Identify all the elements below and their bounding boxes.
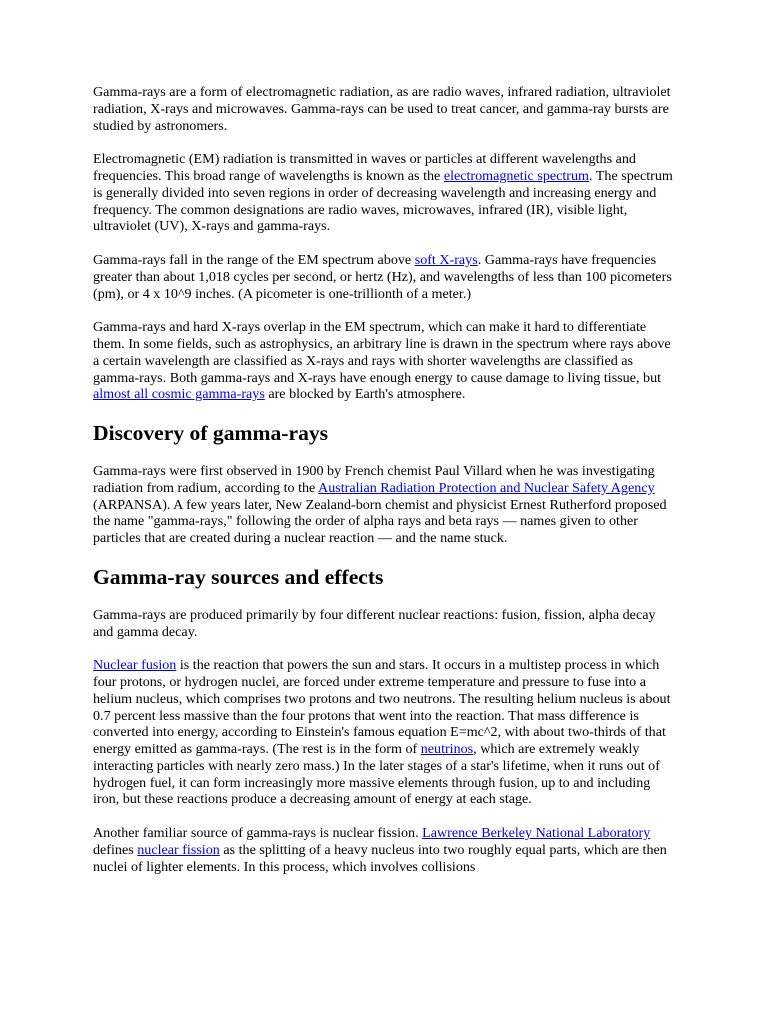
- text: , which are extremely weakly interacting particles with nearly zero mass.) In the later stages of a star's lifetime, when it runs out of hydrogen fuel, it can form increasingly more massive elements through fusion, up to and including iron, but these reactions produce a decreasing amount of energy at each stage.: [93, 741, 660, 808]
- link-cosmic-gamma-rays[interactable]: almost all cosmic gamma-rays: [93, 386, 265, 403]
- text: . Gamma-rays have frequencies greater than about 1,018 cycles per second, or hertz (Hz), and wavelengths of less than 100 picometers (pm), or 4 x 10^9 inches. (A picometer is one-trillionth of a meter.): [93, 251, 672, 302]
- text: Gamma-rays fall in the range of the EM spectrum above: [93, 251, 415, 268]
- text: Gamma-rays were first observed in 1900 by French chemist Paul Villard when he was investigating radiation from radium, according to the: [93, 462, 655, 496]
- link-soft-x-rays[interactable]: soft X-rays: [414, 251, 478, 268]
- link-electromagnetic-spectrum[interactable]: electromagnetic spectrum: [443, 167, 589, 184]
- text: defines: [93, 841, 138, 858]
- paragraph-sources: [93, 607, 677, 641]
- paragraph-fission: [93, 825, 677, 875]
- paragraph-fusion: [93, 657, 677, 808]
- paragraph-em-radiation: [93, 151, 677, 235]
- paragraph-discovery: [93, 463, 677, 547]
- heading-sources-effects: Gamma-ray sources and effects: [93, 564, 384, 589]
- text: . The spectrum is generally divided into seven regions in order of decreasing wavelength and increasing energy and frequency. The common designations are radio waves, microwaves, infrared (IR), visible light, ultraviolet (UV), X-rays and gamma-rays.: [93, 167, 673, 235]
- paragraph-overlap: [93, 319, 677, 403]
- paragraph-intro: [93, 84, 677, 134]
- link-nuclear-fusion[interactable]: Nuclear fusion: [93, 657, 177, 674]
- link-arpansa[interactable]: Australian Radiation Protection and Nuclear Safety Agency: [318, 479, 655, 496]
- document-page: [93, 84, 677, 892]
- text: Gamma-rays are produced primarily by four different nuclear reactions: fusion, fission, alpha decay and gamma decay.: [93, 606, 656, 640]
- paragraph-em-range: [93, 252, 677, 302]
- link-nuclear-fission[interactable]: nuclear fission: [137, 841, 220, 858]
- text: are blocked by Earth's atmosphere.: [264, 386, 466, 403]
- link-lawrence-berkeley[interactable]: Lawrence Berkeley National Laboratory: [422, 825, 651, 842]
- text: as the splitting of a heavy nucleus into two roughly equal parts, which are then nuclei of lighter elements. In this process, which involves collisions: [93, 841, 667, 875]
- heading-discovery: Discovery of gamma-rays: [93, 420, 329, 445]
- text: Another familiar source of gamma-rays is nuclear fission.: [93, 825, 423, 842]
- link-neutrinos[interactable]: neutrinos: [420, 741, 474, 758]
- text: Electromagnetic (EM) radiation is transmitted in waves or particles at different wavelengths and frequencies. This broad range of wavelengths is known as the: [93, 151, 636, 184]
- text: Gamma-rays are a form of electromagnetic radiation, as are radio waves, infrared radiation, ultraviolet radiation, X-rays and microwaves. Gamma-rays can be used to treat cancer, and gamma-ray bursts are studied by astronomers.: [93, 84, 671, 134]
- text: Gamma-rays and hard X-rays overlap in the EM spectrum, which can make it hard to differentiate them. In some fields, such as astrophysics, an arbitrary line is drawn in the spectrum where rays above a certain wavelength are classified as X-rays and rays with shorter wavelengths are classified as gamma-rays. Both gamma-rays and X-rays have enough energy to cause damage to living tissue, but: [93, 319, 671, 386]
- text: is the reaction that powers the sun and stars. It occurs in a multistep process in which four protons, or hydrogen nuclei, are forced under extreme temperature and pressure to fuse into a helium nucleus, which comprises two protons and two neutrons. The resulting helium nucleus is about 0.7 percent less massive than the four protons that went into the reaction. That mass difference is converted into energy, according to Einstein's famous equation E=mc^2, with about two-thirds of that energy emitted as gamma-rays. (The rest is in the form of: [93, 657, 671, 758]
- text: (ARPANSA). A few years later, New Zealand-born chemist and physicist Ernest Rutherford proposed the name "gamma-rays," following the order of alpha rays and beta rays — names given to other particles that are created during a nuclear reaction — and the name stuck.: [93, 496, 667, 547]
